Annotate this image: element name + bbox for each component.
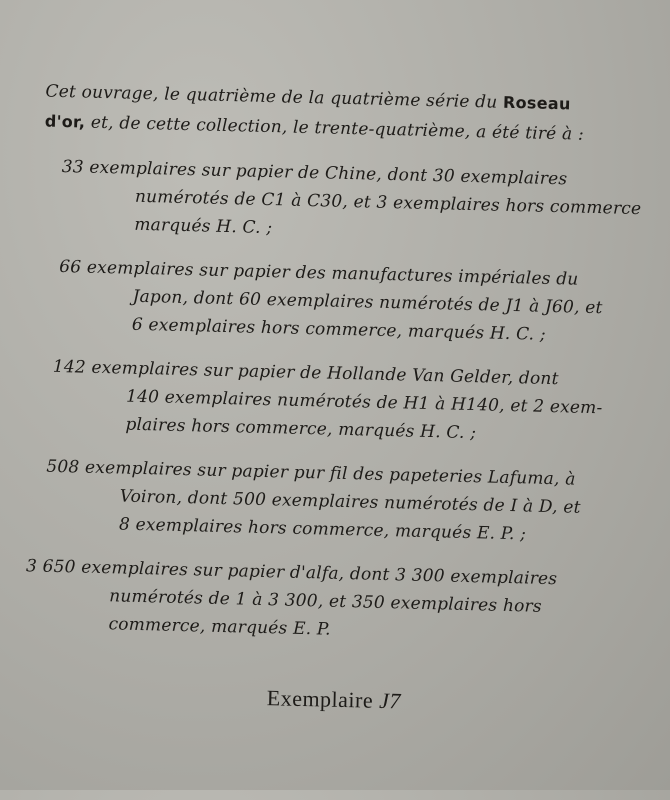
entry-line: 142 exemplaires sur papier de Hollande Van Gelder, dont [52, 356, 559, 390]
entry-line: numérotés de 1 à 3 300, et 350 exemplaires hors [109, 586, 543, 617]
entry-line: marqués H. C. ; [134, 214, 273, 239]
entry-line: 508 exemplaires sur papier pur fil des papeteries Lafuma, à [46, 456, 576, 490]
entry-line: 6 exemplaires hors commerce, marqués H. C. ; [131, 314, 547, 345]
entry-line: 3 650 exemplaires sur papier d'alfa, dont 3 300 exemplaires [25, 556, 558, 590]
intro-text-end: et, de cette collection, le trente-quatrième, a été tiré à : [85, 112, 585, 145]
copy-label: Exemplaire [266, 685, 374, 713]
brand-name-part1: Roseau [502, 92, 571, 114]
entry-line: 8 exemplaires hors commerce, marqués E. P. ; [118, 514, 527, 545]
entry-line: 140 exemplaires numérotés de H1 à H140, et 2 exem- [125, 386, 603, 419]
edition-entry-alfa [24, 552, 606, 650]
edition-entry-hollande [51, 353, 633, 451]
edition-entry-pur-fil [45, 453, 627, 551]
intro-text-start: Cet ouvrage, le quatrième de la quatrième série du [45, 81, 504, 113]
intro-paragraph [44, 77, 635, 151]
entry-line: commerce, marqués E. P. [108, 614, 331, 640]
entry-line: Japon, dont 60 exemplaires numérotés de J1 à J60, et [132, 286, 603, 319]
entry-line: plaires hors commerce, marqués H. C. ; [125, 414, 477, 444]
entry-line: Voiron, dont 500 exemplaires numérotés de I à D, et [119, 486, 581, 518]
copy-number-value: J7 [378, 687, 402, 714]
entry-line: 66 exemplaires sur papier des manufactures impériales du [59, 256, 579, 290]
edition-entry-chine [60, 153, 642, 251]
entry-line: 33 exemplaires sur papier de Chine, dont 30 exemplaires [61, 156, 568, 190]
copy-number [266, 685, 401, 714]
edition-entry-japon [58, 253, 640, 351]
entry-line: numérotés de C1 à C30, et 3 exemplaires hors commerce [134, 186, 642, 220]
brand-name-part2: d'or, [44, 111, 86, 132]
